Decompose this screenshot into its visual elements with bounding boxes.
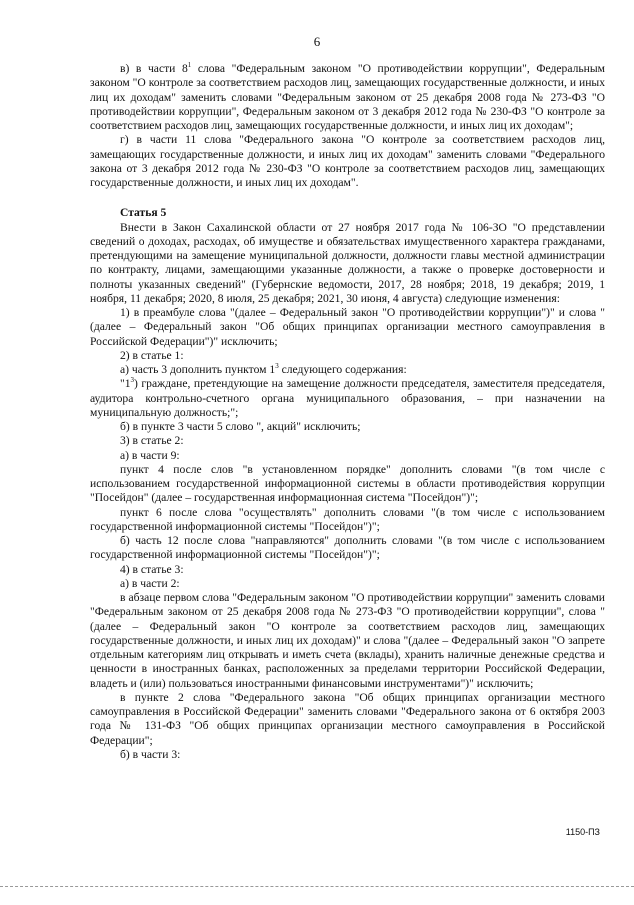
paragraph-text: ) граждане, претендующие на замещение должности председателя, заместителя председателя, аудитора контрольно-счетного органа муниципального образования, – при назначении на муниципальную должность;"; bbox=[90, 377, 605, 419]
paragraph: в пункте 2 слова "Федерального закона "Об общих принципах организации местного самоуправления в Российской Федерации" заменить словами "Федерального закона от 6 октября 2003 года № 131-ФЗ "Об общих принципах организации местного самоуправления в Российской Федерации"; bbox=[90, 690, 605, 747]
paragraph: б) в части 3: bbox=[120, 747, 181, 761]
superscript: 3 bbox=[275, 362, 279, 371]
footer-divider bbox=[0, 886, 634, 887]
paragraph-item-a bbox=[90, 363, 605, 377]
paragraph-text: "1 bbox=[120, 377, 131, 391]
document-code: 1150-ПЗ bbox=[565, 827, 600, 837]
paragraph-text: в) в части 8 bbox=[120, 62, 188, 75]
article-heading: Статья 5 bbox=[120, 206, 167, 220]
paragraph-text: следующего содержания: bbox=[278, 363, 407, 376]
paragraph: Внести в Закон Сахалинской области от 27 ноября 2017 года № 106-ЗО "О представлении сведений о доходах, расходах, об имуществе и обязательствах имущественного характера гражданами, претендующими на замещение муниципальной должности, должности главы местной администрации по контракту, лицами, замещающими указанные должности, а также о проверке достоверности и полноты указанных сведений" (Губернские ведомости, 2017, 28 ноября; 2018, 19 декабря; 2019, 1 ноября, 11 декабря; 2020, 8 июля, 25 декабря; 2021, 30 июня, 4 августа) следующие изменения: bbox=[90, 220, 605, 305]
paragraph: а) в части 9: bbox=[120, 448, 180, 462]
superscript: 3 bbox=[130, 376, 135, 385]
paragraph-item-g: г) в части 11 слова "Федерального закона "О контроле за соответствием расходов лиц, замещающих государственные должности, и иных лиц их доходам" заменить словами "Федерального закона от 3 декабря 2012 года № 230-ФЗ "О контроле за соответствием расходов лиц, замещающих государственные должности, и иных лиц их доходам". bbox=[90, 133, 605, 189]
paragraph: пункт 4 после слов "в установленном порядке" дополнить словами "(в том числе с использованием государственной информационной системы в области противодействия коррупции "Посейдон" (далее – государственная информационная система "Посейдон")"; bbox=[90, 462, 605, 505]
page-number: 6 bbox=[313, 34, 321, 49]
paragraph: 1) в преамбуле слова "(далее – Федеральный закон "О противодействии коррупции")" и слова "(далее – Федеральный закон "Об общих принципах организации местного самоуправления в Российской Федерации")" исключить; bbox=[90, 306, 605, 348]
paragraph: 4) в статье 3: bbox=[120, 562, 184, 576]
paragraph: пункт 6 после слова "осуществлять" дополнить словами "(в том числе с использованием государственной информационной системы "Посейдон")"; bbox=[90, 505, 605, 533]
paragraph: а) в части 2: bbox=[120, 576, 180, 590]
superscript: 1 bbox=[187, 61, 192, 70]
paragraph: в абзаце первом слова "Федеральным законом "О противодействии коррупции" заменить словами "Федеральным законом от 25 декабря 2008 года № 273-ФЗ "О противодействии коррупции", слова "(далее – Федеральный закон "О контроле за соответствием расходов лиц, замещающих государственные должности, и иных лиц их доходам)" и слова "(далее – Федеральный закон "О запрете отдельным категориям лиц открывать и иметь счета (вклады), хранить наличные денежные средства и ценности в иностранных банках, расположенных за пределами территории Российской Федерации, владеть и (или) пользоваться иностранными финансовыми инструментами")" исключить; bbox=[90, 591, 605, 690]
paragraph: 3) в статье 2: bbox=[120, 434, 184, 448]
quoted-insertion bbox=[90, 377, 605, 420]
document-body bbox=[90, 62, 605, 762]
paragraph-text: а) часть 3 дополнить пунктом 1 bbox=[120, 363, 276, 376]
paragraph: б) часть 12 после слова "направляются" дополнить словами "(в том числе с использованием государственной информационной системы "Посейдон")"; bbox=[90, 534, 605, 562]
paragraph: б) в пункте 3 части 5 слово ", акций" исключить; bbox=[120, 420, 361, 433]
paragraph-text: слова "Федеральным законом "О противодействии коррупции", Федеральным законом "О контроле за соответствием расходов лиц, замещающих государственные должности, и иных лиц их доходам" заменить словами "Федеральным законом от 25 декабря 2008 года № 273-ФЗ "О противодействии коррупции", Федеральным законом от 3 декабря 2012 года № 230-ФЗ "О контроле за соответствием расходов лиц, замещающих государственные должности, и иных лиц их доходам"; bbox=[90, 62, 605, 132]
paragraph-item-v bbox=[90, 62, 605, 133]
paragraph: 2) в статье 1: bbox=[120, 348, 184, 362]
